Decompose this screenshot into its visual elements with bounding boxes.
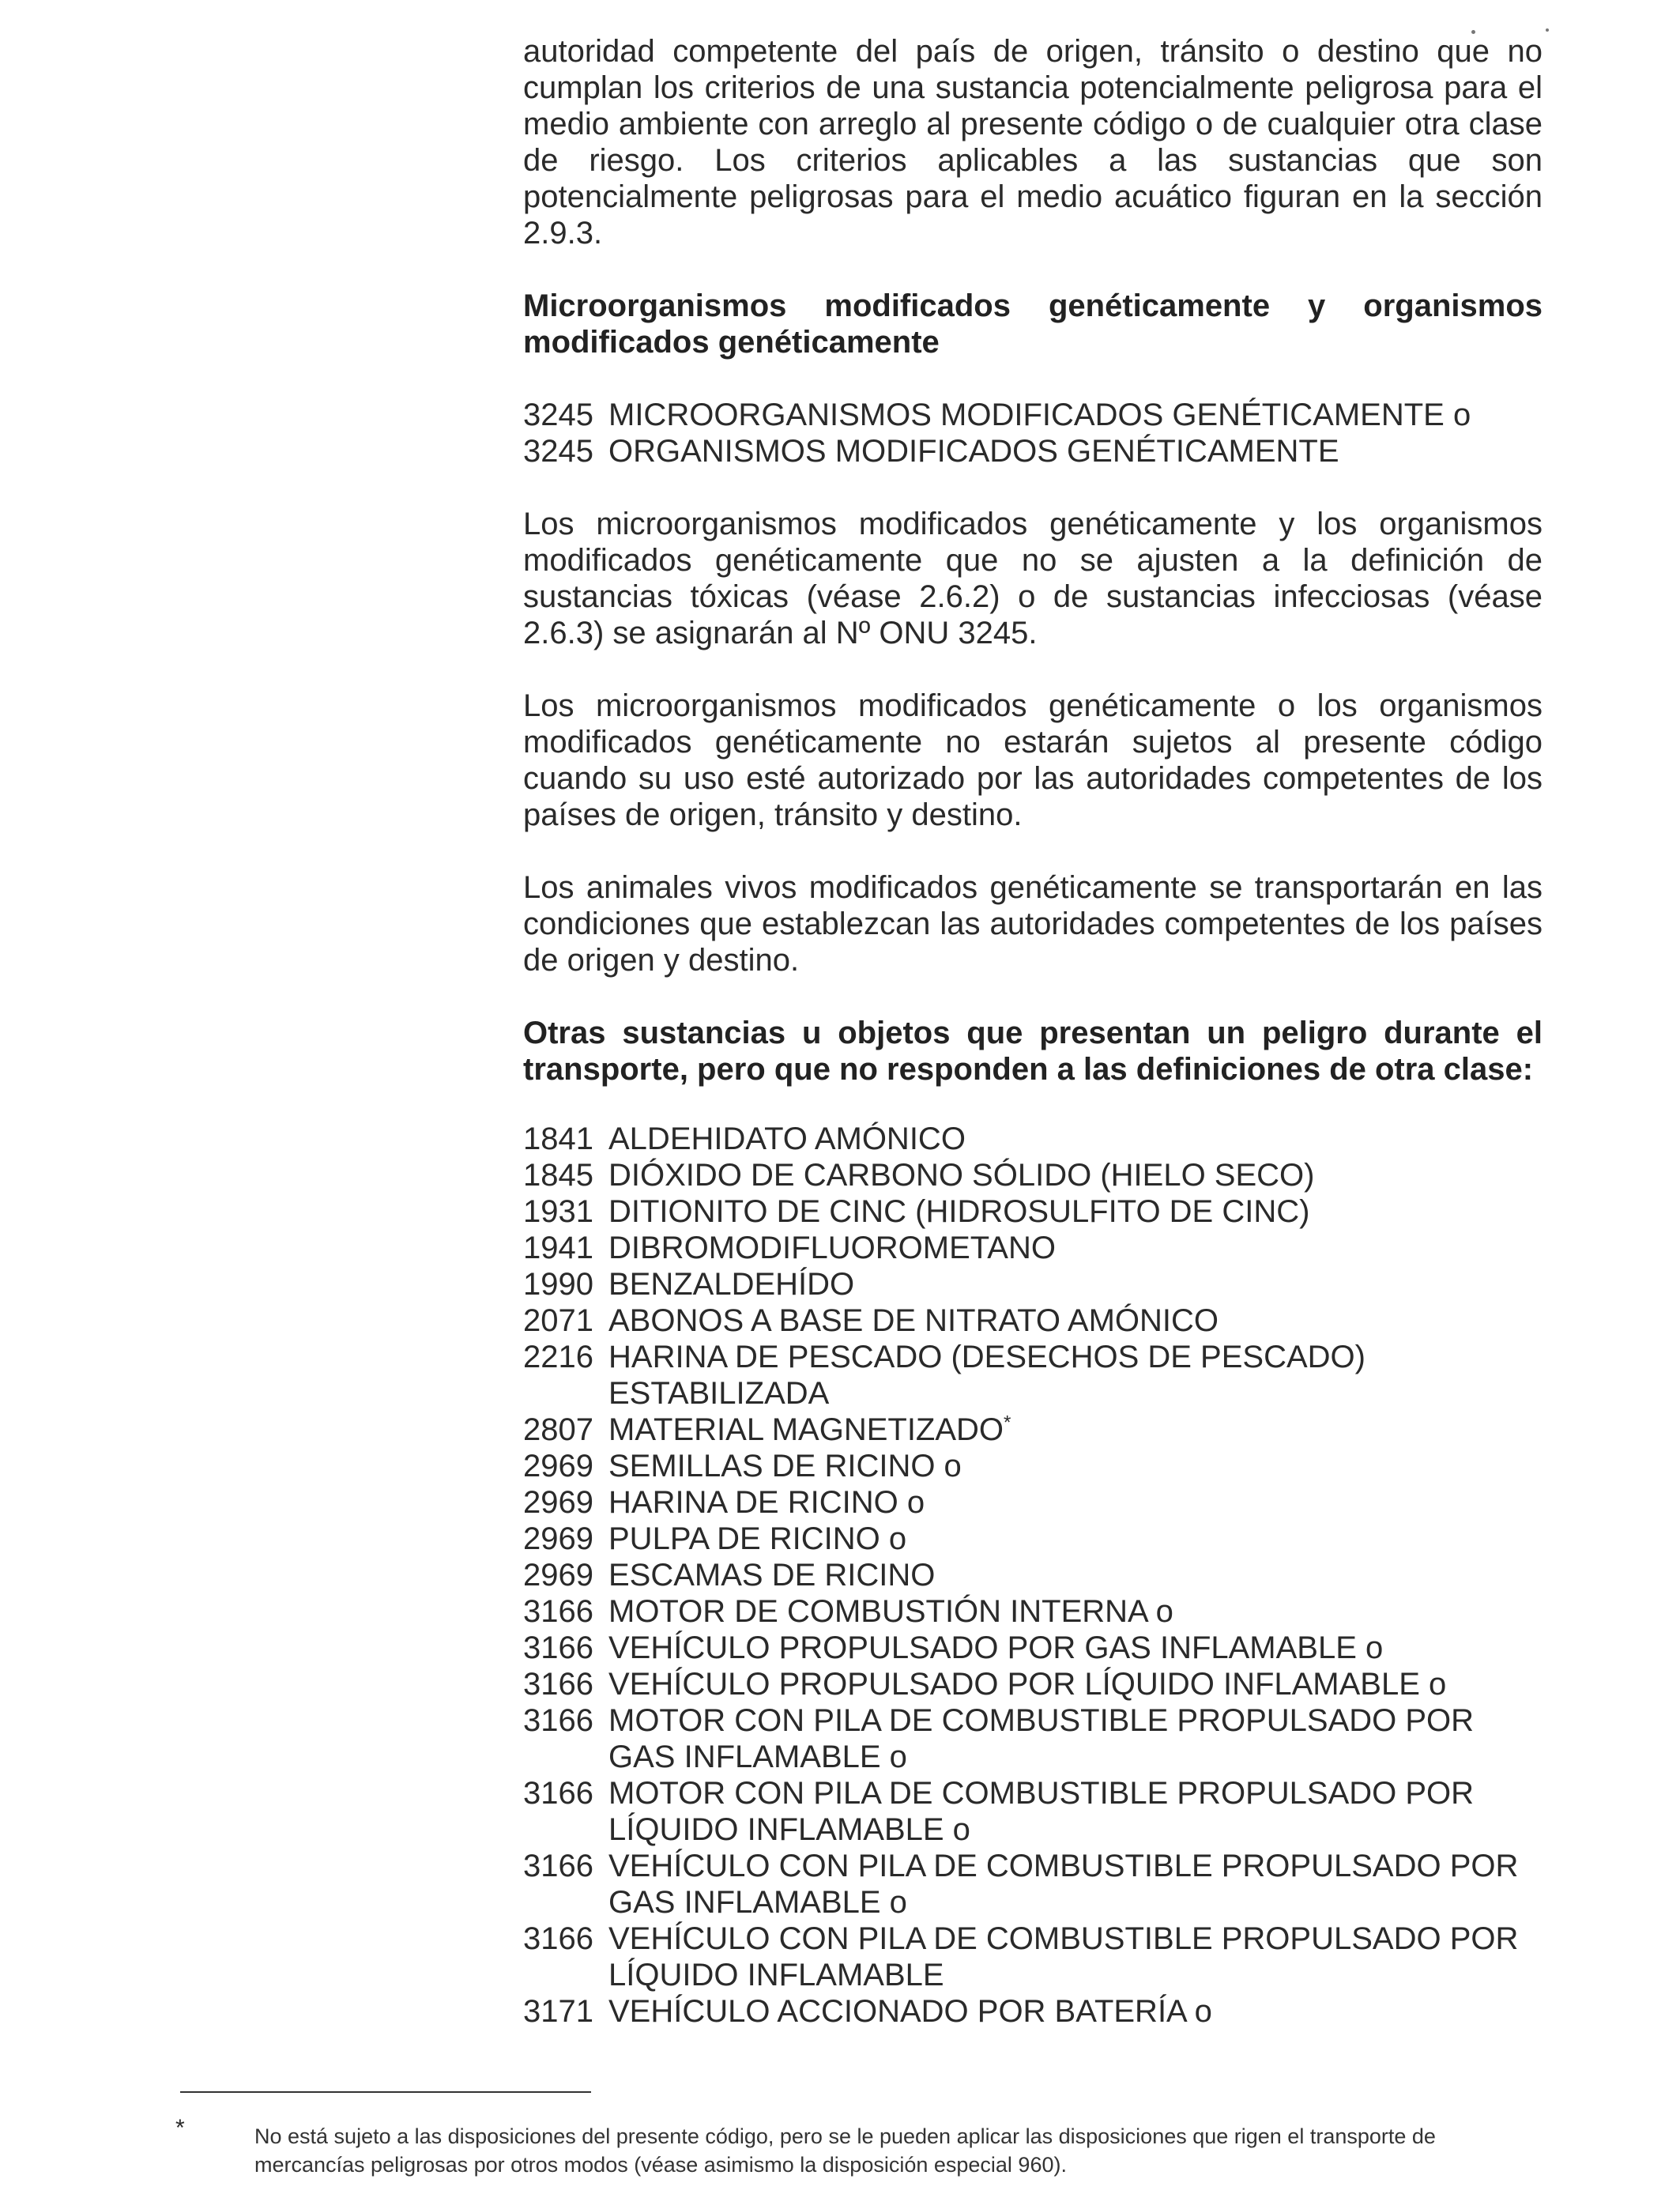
entry-name: MOTOR CON PILA DE COMBUSTIBLE PROPULSADO POR GAS INFLAMABLE o: [608, 1703, 1483, 1774]
entry-name: ORGANISMOS MODIFICADOS GENÉTICAMENTE: [608, 434, 1339, 469]
un-number: 3166: [523, 1667, 593, 1702]
list-item: [523, 1593, 1543, 1630]
un-number: 3245: [523, 398, 593, 432]
gmo-paragraph: Los microorganismos modificados genéticamente y los organismos modificados genéticamente que no se ajusten a la definición de sustancias tóxicas (véase 2.6.2) o de sustancias infecciosas (véase 2.6.3) se asignarán al Nº ONU 3245.: [523, 507, 1543, 650]
list-item: [523, 1848, 1543, 1921]
un-number: 1845: [523, 1158, 593, 1193]
list-item: [523, 1666, 1543, 1702]
footnote-divider: [180, 2091, 591, 2093]
un-number: 3166: [523, 1921, 593, 1956]
list-item: [523, 1302, 1543, 1339]
un-number: 2071: [523, 1303, 593, 1338]
entry-name: HARINA DE RICINO o: [608, 1485, 925, 1520]
list-item: [523, 1630, 1543, 1666]
entry-name: ALDEHIDATO AMÓNICO: [608, 1122, 966, 1156]
footnote-marker: *: [175, 2115, 185, 2141]
list-item: [523, 1484, 1543, 1521]
other-entry-list: [523, 1121, 1543, 2030]
entry-name-text: MATERIAL MAGNETIZADO: [608, 1412, 1004, 1447]
scan-speck: [1546, 28, 1549, 32]
list-item: [523, 1412, 1543, 1448]
entry-name: SEMILLAS DE RICINO o: [608, 1449, 962, 1483]
un-number: 2969: [523, 1558, 593, 1593]
page-body: [523, 33, 1543, 2030]
entry-name: MOTOR CON PILA DE COMBUSTIBLE PROPULSADO POR LÍQUIDO INFLAMABLE o: [608, 1776, 1483, 1847]
entry-name: VEHÍCULO CON PILA DE COMBUSTIBLE PROPULSADO POR GAS INFLAMABLE o: [608, 1849, 1527, 1920]
list-item: [523, 1921, 1543, 1993]
un-number: 2807: [523, 1412, 593, 1447]
gmo-entry-list: [523, 397, 1543, 469]
list-item: [523, 397, 1543, 433]
other-substances-heading: Otras sustancias u objetos que presentan un peligro durante el transporte, pero que no responden a las definiciones de otra clase:: [523, 1016, 1543, 1087]
gmo-paragraph: Los microorganismos modificados genéticamente o los organismos modificados genéticamente no estarán sujetos al presente código cuando su uso esté autorizado por las autoridades competentes de los países de origen, tránsito y destino.: [523, 688, 1543, 832]
un-number: 1841: [523, 1122, 593, 1156]
un-number: 2969: [523, 1521, 593, 1556]
un-number: 3166: [523, 1849, 593, 1883]
entry-name: MOTOR DE COMBUSTIÓN INTERNA o: [608, 1594, 1173, 1629]
list-item: [523, 1121, 1543, 1157]
entry-name: BENZALDEHÍDO: [608, 1267, 855, 1302]
entry-name: DIBROMODIFLUOROMETANO: [608, 1231, 1056, 1265]
un-number: 1931: [523, 1194, 593, 1229]
entry-name: DITIONITO DE CINC (HIDROSULFITO DE CINC): [608, 1194, 1310, 1229]
gmo-paragraph: Los animales vivos modificados genéticamente se transportarán en las condiciones que establezcan las autoridades competentes de los países de origen y destino.: [523, 870, 1543, 978]
list-item: [523, 1775, 1543, 1848]
un-number: 3171: [523, 1994, 593, 2029]
list-item: [523, 1157, 1543, 1193]
list-item: [523, 1521, 1543, 1557]
entry-name: VEHÍCULO PROPULSADO POR GAS INFLAMABLE o: [608, 1630, 1384, 1665]
un-number: 1990: [523, 1267, 593, 1302]
list-item: [523, 1193, 1543, 1230]
footnote-text: No está sujeto a las disposiciones del presente código, pero se le pueden aplicar las disposiciones que rigen el transporte de mercancías peligrosas por otros modos (véase asimismo la disposición especial 960).: [254, 2124, 1436, 2177]
entry-name: VEHÍCULO ACCIONADO POR BATERÍA o: [608, 1994, 1212, 2029]
entry-name: HARINA DE PESCADO (DESECHOS DE PESCADO) ESTABILIZADA: [608, 1340, 1375, 1411]
list-item: [523, 1993, 1543, 2030]
un-number: 3166: [523, 1703, 593, 1738]
list-item: [523, 1266, 1543, 1302]
un-number: 1941: [523, 1231, 593, 1265]
un-number: 3166: [523, 1594, 593, 1629]
un-number: 3166: [523, 1776, 593, 1811]
un-number: 3166: [523, 1630, 593, 1665]
un-number: 2969: [523, 1449, 593, 1483]
list-item: [523, 433, 1543, 469]
entry-name: DIÓXIDO DE CARBONO SÓLIDO (HIELO SECO): [608, 1158, 1315, 1193]
list-item: [523, 1339, 1543, 1412]
list-item: [523, 1448, 1543, 1484]
list-item: [523, 1702, 1543, 1775]
un-number: 2216: [523, 1340, 593, 1374]
entry-name: [608, 1412, 1543, 1448]
un-number: 3245: [523, 434, 593, 469]
un-number: 2969: [523, 1485, 593, 1520]
gmo-section-heading: Microorganismos modificados genéticamente y organismos modificados genéticamente: [523, 288, 1543, 360]
entry-name: ESCAMAS DE RICINO: [608, 1558, 936, 1593]
footnote-reference: *: [1004, 1412, 1011, 1434]
entry-name: PULPA DE RICINO o: [608, 1521, 907, 1556]
entry-name: VEHÍCULO PROPULSADO POR LÍQUIDO INFLAMABLE o: [608, 1667, 1447, 1702]
entry-name: ABONOS A BASE DE NITRATO AMÓNICO: [608, 1303, 1219, 1338]
list-item: [523, 1557, 1543, 1593]
entry-name: MICROORGANISMOS MODIFICADOS GENÉTICAMENTE o: [608, 398, 1471, 432]
intro-paragraph: autoridad competente del país de origen, tránsito o destino que no cumplan los criterios de una sustancia potencialmente peligrosa para el medio ambiente con arreglo al presente código o de cualquier otra clase de riesgo. Los criterios aplicables a las sustancias que son potencialmente peligrosas para el medio acuático figuran en la sección 2.9.3.: [523, 34, 1543, 251]
entry-name: VEHÍCULO CON PILA DE COMBUSTIBLE PROPULSADO POR LÍQUIDO INFLAMABLE: [608, 1921, 1527, 1992]
list-item: [523, 1230, 1543, 1266]
